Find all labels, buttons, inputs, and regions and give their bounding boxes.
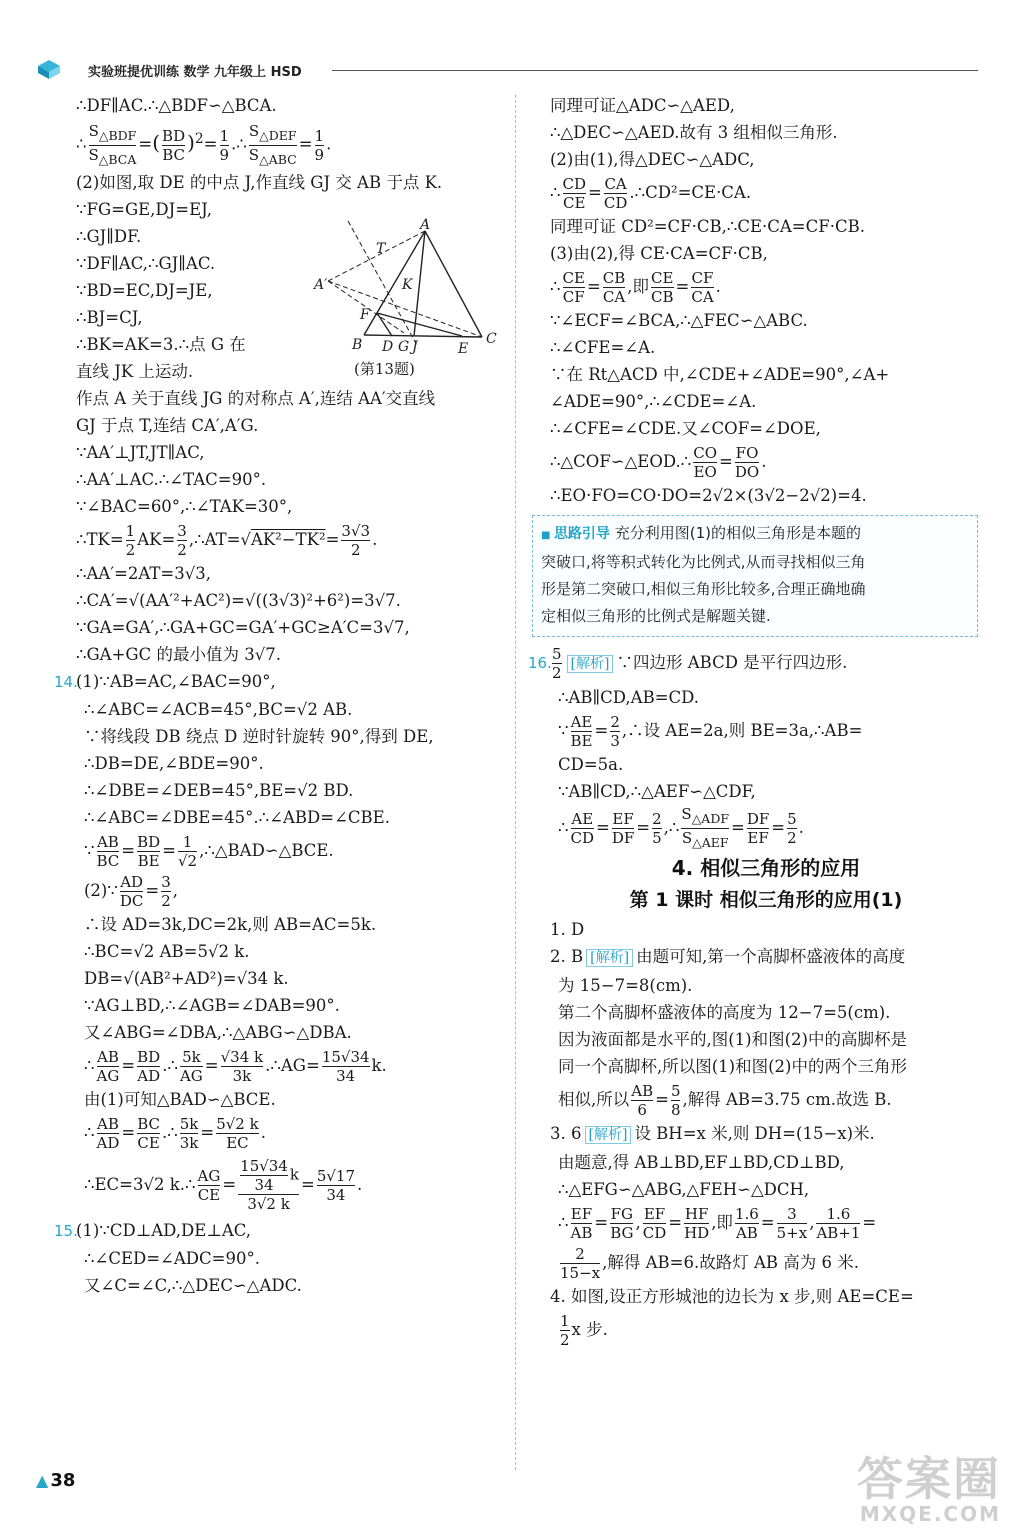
question-number: 14. (54, 672, 78, 691)
answer-line: 同一个高脚杯,所以图(1)和图(2)中的两个三角形 (558, 1057, 907, 1076)
text-line: ∵ $\frac{AB}{BC}$ = $\frac{BD}{BE}$ = $\frac{1}{√2}$ ,∴△BAD∽△BCE. (84, 832, 334, 870)
page-arrow-icon: ▲ (36, 1471, 49, 1490)
column-divider (515, 95, 516, 1470)
text-line: 又∠C=∠C,∴△DEC∽△ADC. (84, 1275, 302, 1295)
right-column (528, 92, 982, 1350)
text-line: ∵AB∥CD,∴△AEF∽△CDF, (558, 782, 756, 801)
text-line: ∴ $\frac{CE}{CF}$ = $\frac{CB}{CA}$ ,即 $\frac{CE}{CB}$ = $\frac{CF}{CA}$ . (550, 269, 721, 306)
watermark-logo: 答案圈 (857, 1452, 1001, 1506)
answer-line: ∴△EFG∽△ABG,△FEH∽△DCH, (558, 1180, 810, 1199)
text-line: ∴ $\frac{S_{\triangle BDF}}{S_{\triangle BCA}}$ =( $\frac{BD}{BC}$ )$^2$= $\frac{1}{9}$ .∴ $\frac{S_{\triangle DEF}}{S_{\triangle ABC}}$ = $\frac{1}{9}$ . (76, 121, 332, 167)
text-line: (3)由(2),得 CE·CA=CF·CB, (550, 244, 768, 263)
text-line: ∴AB∥CD,AB=CD. (558, 688, 700, 707)
text-line: 作点 A 关于直线 JG 的对称点 A′,连结 AA′交直线 (76, 388, 436, 408)
text-line: ∵GA=GA′,∴GA+GC=GA′+GC≥A′C=3√7, (76, 617, 410, 637)
text-line: 同理可证 CD²=CF·CB,∴CE·CA=CF·CB. (550, 217, 865, 236)
text-line: ∵ $\frac{AE}{BE}$ = $\frac{2}{3}$ ,∴设 AE=2a,则 BE=3a,∴AB= (558, 713, 863, 750)
answer-line: 相似,所以 $\frac{AB}{6}$ = $\frac{5}{8}$ ,解得 AB=3.75 cm.故选 B. (558, 1082, 892, 1119)
text-line: 由(1)可知△BAD∽△BCE. (84, 1089, 276, 1109)
text-line: ∴DF∥AC.∴△BDF∽△BCA. (76, 96, 277, 115)
answer-line: 2. B [解析] 由题可知,第一个高脚杯盛液体的高度 (550, 947, 906, 966)
header-rule (332, 70, 978, 71)
text-line: ∴∠ABC=∠DBE=45°.∴∠ABD=∠CBE. (84, 807, 390, 827)
text-line: CD=5a. (558, 755, 624, 774)
text-line: ∵在 Rt△ACD 中,∠CDE+∠ADE=90°,∠A+ (550, 365, 890, 384)
text-line: 又∠ABG=∠DBA,∴△ABG∽△DBA. (84, 1022, 352, 1042)
figure-caption: (第13题) (354, 360, 415, 378)
answer-line: ∴ $\frac{EF}{AB}$ = $\frac{FG}{BG}$ , $\frac{EF}{CD}$ = $\frac{HF}{HD}$ ,即 $\frac{1.6}{AB}$ = $\frac{3}{5+x}$ , $\frac{1.6}{AB+1}$ = (558, 1205, 877, 1242)
label-c: C (486, 331, 497, 347)
text-line: ∴ $\frac{AE}{CD}$ = $\frac{EF}{DF}$ = $\frac{2}{5}$ ,∴ $\frac{S_{\triangle ADF}}{S_{\triangle AEF}}$ = $\frac{DF}{EF}$ = $\frac{5}{2}$ . (558, 805, 804, 850)
label-e: E (458, 341, 469, 357)
text-line: ∴BJ=CJ, (76, 307, 143, 327)
text-line: ∴∠DBE=∠DEB=45°,BE=√2 BD. (84, 780, 354, 800)
text-line: ∴∠CFE=∠A. (550, 338, 656, 357)
text-line: ∵AA′⊥JT,JT∥AC, (76, 442, 205, 462)
label-k: K (402, 277, 413, 293)
text-line: (2)如图,取 DE 的中点 J,作直线 GJ 交 AB 于点 K. (76, 172, 443, 192)
text-line: ∴ $\frac{AB}{AD}$ = $\frac{BC}{CE}$ .∴ $\frac{5k}{3k}$ = $\frac{5√2 k}{EC}$ . (84, 1114, 266, 1152)
book-title: 实验班提优训练 数学 九年级上 HSD (88, 65, 302, 80)
text-line: ∵∠BAC=60°,∴∠TAK=30°, (76, 496, 293, 516)
text-line: ∴ $\frac{AB}{AG}$ = $\frac{BD}{AD}$ .∴ $\frac{5k}{AG}$ = $\frac{√34 k}{3k}$ .∴AG= $\frac{15√34}{34}$ k. (84, 1047, 387, 1085)
text-line: ∵FG=GE,DJ=EJ, (76, 199, 213, 219)
question-number: 15. (54, 1221, 78, 1240)
text-line: ∴ $\frac{CD}{CE}$ = $\frac{CA}{CD}$ .∴CD²=CE·CA. (550, 175, 752, 212)
text-line: ∴CA′=√(AA′²+AC²)=√((3√3)²+6²)=3√7. (76, 590, 401, 610)
text-line: ∴EO·FO=CO·DO=2√2×(3√2−2√2)=4. (550, 486, 867, 505)
text-line: ∠ADE=90°,∴∠CDE=∠A. (550, 392, 757, 411)
text-line: ∴∠CED=∠ADC=90°. (84, 1248, 260, 1268)
text-line: ∵AG⊥BD,∴∠AGB=∠DAB=90°. (84, 995, 340, 1015)
text-line: ∴∠CFE=∠CDE.又∠COF=∠DOE, (550, 419, 821, 438)
book-logo-icon (36, 58, 62, 80)
text-line: ∵DF∥AC,∴GJ∥AC. (76, 253, 216, 273)
analysis-tag: [解析] (586, 949, 633, 967)
question-16: 16. $\frac{5}{2}$ [解析] ∵四边形 ABCD 是平行四边形. (528, 645, 848, 682)
label-a: A (420, 217, 431, 233)
answer-line: 4. 如图,设正方形城池的边长为 x 步,则 AE=CE= (550, 1287, 914, 1306)
text-line: ∴设 AD=3k,DC=2k,则 AB=AC=5k. (84, 914, 377, 934)
answer-line: 3. 6 [解析] 设 BH=x 米,则 DH=(15−x)米. (550, 1124, 875, 1143)
tip-line: ■ 思路引导 充分利用图(1)的相似三角形是本题的 (541, 520, 969, 549)
label-b: B (352, 337, 363, 353)
answer-line: 第二个高脚杯盛液体的高度为 12−7=5(cm). (558, 1003, 891, 1022)
question-15: 15.(1)∵CD⊥AD,DE⊥AC, (76, 1217, 500, 1245)
text-line: ∴BK=AK=3.∴点 G 在 (76, 334, 246, 354)
text-line: 同理可证△ADC∽△AED, (550, 96, 735, 115)
label-d: D (382, 339, 394, 355)
text-line: ∴AA′=2AT=3√3, (76, 563, 211, 583)
text-line: ∵∠ECF=∠BCA,∴△FEC∽△ABC. (550, 311, 808, 330)
tip-box (532, 515, 978, 637)
watermark-url: MXQE.COM (859, 1502, 1001, 1526)
label-g: G (398, 339, 410, 355)
tip-line: 形是第二突破口,相似三角形比较多,合理正确地确 (541, 580, 866, 598)
text-line: ∴△DEC∽△AED.故有 3 组相似三角形. (550, 123, 838, 142)
answer-line: 因为液面都是水平的,图(1)和图(2)中的高脚杯是 (558, 1030, 907, 1049)
text-line: DB=√(AB²+AD²)=√34 k. (84, 968, 289, 988)
text-line: (2)由(1),得△DEC∽△ADC, (550, 150, 755, 169)
label-a-prime: A′ (314, 277, 328, 293)
text-line: ∴△COF∽△EOD.∴ $\frac{CO}{EO}$ = $\frac{FO}{DO}$ . (550, 444, 767, 481)
question-number: 16. (528, 654, 552, 672)
answer-line: 1. D (550, 920, 585, 939)
analysis-tag: [解析] (567, 655, 614, 673)
answer-line: $\frac{1}{2}$ x 步. (560, 1312, 608, 1349)
text-line: 直线 JK 上运动. (76, 361, 194, 381)
text-line: ∴TK= $\frac{1}{2}$ AK= $\frac{3}{2}$ ,∴AT=√AK²−TK²= $\frac{3√3}{2}$ . (76, 521, 378, 559)
label-f: F (360, 307, 370, 323)
page-header (36, 56, 978, 84)
line-ac (425, 231, 482, 337)
geometry-figure (312, 205, 508, 383)
page-number: ▲ 38 (36, 1470, 76, 1491)
text-line: GJ 于点 T,连结 CA′,A′G. (76, 415, 259, 435)
label-j: J (412, 339, 418, 355)
question-14: 14.(1)∵AB=AC,∠BAC=90°, (76, 668, 500, 696)
answer-line: $\frac{2}{15-x}$ ,解得 AB=6.故路灯 AB 高为 6 米. (560, 1245, 859, 1282)
text-line: ∴∠ABC=∠ACB=45°,BC=√2 AB. (84, 699, 353, 719)
tip-line: 定相似三角形的比例式是解题关键. (541, 607, 771, 625)
text-line: ∵BD=EC,DJ=JE, (76, 280, 213, 300)
text-line: ∵将线段 DB 绕点 D 逆时针旋转 90°,得到 DE, (84, 726, 434, 746)
tip-line: 突破口,将等积式转化为比例式,从而寻找相似三角 (541, 553, 866, 571)
answer-line: 由题意,得 AB⊥BD,EF⊥BD,CD⊥BD, (558, 1153, 845, 1172)
text-line: ∴GJ∥DF. (76, 226, 142, 246)
text-line: (2)∵ $\frac{AD}{DC}$ = $\frac{3}{2}$ , (84, 872, 179, 910)
text-line: ∴EC=3√2 k.∴ $\frac{AG}{CE}$ = $\frac{15√34}{34}$ k 3√2 k = $\frac{5√17}{34}$ . (84, 1157, 363, 1213)
text-line: ∴AA′⊥AC.∴∠TAC=90°. (76, 469, 267, 489)
answer-line: 为 15−7=8(cm). (558, 976, 693, 995)
text-line: ∴GA+GC 的最小值为 3√7. (76, 644, 281, 664)
analysis-tag: [解析] (585, 1126, 632, 1144)
text-line: ∴DB=DE,∠BDE=90°. (84, 753, 264, 773)
text-line: ∴BC=√2 AB=5√2 k. (84, 941, 250, 961)
watermark (857, 1452, 1001, 1526)
tip-title: ■ 思路引导 (541, 526, 610, 542)
line-bc (364, 335, 482, 337)
section-title: 4. 相似三角形的应用 (671, 856, 861, 880)
subsection-title: 第 1 课时 相似三角形的应用(1) (629, 889, 903, 911)
label-t: T (376, 241, 386, 257)
